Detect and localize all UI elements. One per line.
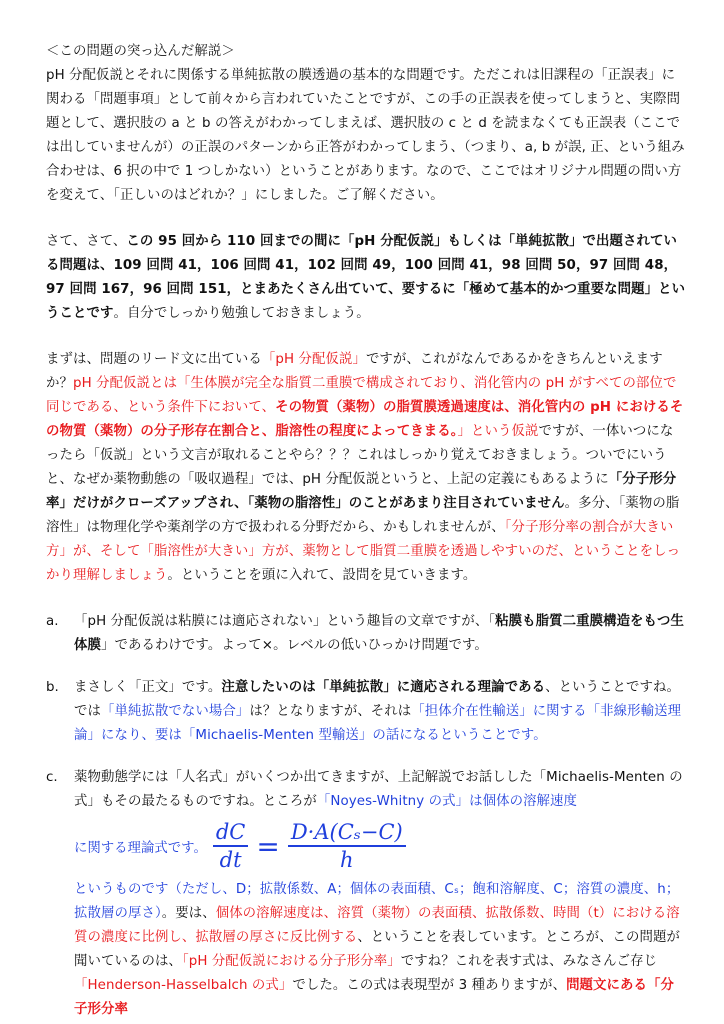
list-item-a: a. 「pH 分配仮説は粘膜には適応されない」という趣旨の文章ですが、「粘膜も脂質二重膜構造をもつ生体膜」であるわけです。よって×。レベルの低いひっかけ問題です。	[46, 610, 686, 658]
ph-partition-paragraph: まずは、問題のリード文に出ている「pH 分配仮説」ですが、これがなんであるかをきちんといえますか？pH 分配仮説とは「生体膜が完全な脂質二重膜で構成されており、消化管内の pH がすべての部位で同じである、という条件下において、その物質（薬物）の脂質膜透過速度は、消化管内の pH におけるその物質（薬物）の分子形存在割合と、脂溶性の程度によってきまる。」という仮説ですが、一体いつになったら「仮説」という文言が取れることやら？？？これはしっかり覚えておきましょう。ついでにいうと、なぜか薬物動態の「吸収過程」では、pH 分配仮説というと、上記の定義にもあるように「分子形分率」だけがクローズアップされ、「薬物の脂溶性」のことがあまり注目されていません。多分、「薬物の脂溶性」は物理化学や薬剤学の方で扱われる分野だから、かもしれませんが、「分子形分率の割合が大きい方」が、そして「脂溶性が大きい」方が、薬物として脂質二重膜を透過しやすいのだ、ということをしっかり理解しましょう。ということを頭に入れて、設問を見ていきます。	[46, 352, 684, 583]
list-item-c: c. 薬物動態学には「人名式」がいくつか出てきますが、上記解説でお話しした「Michaelis-Menten の式」もその最たるものですね。ところが「Noyes-Whitny の式」は個体の溶解速度 に関する理論式です。 $\frac{dC}{dt}$ = $\frac{\text{D·A(Cₛ−C)}}{h}$ というものです（ただし、D；拡散係数、A；個体の表面積、Cₛ；飽和溶解度、C；溶質の濃度、h；拡散層の厚さ）。要は、個体の溶解速度は、溶質（薬物）の表面積、拡散係数、時間（t）における溶質の濃度に比例し、拡散層の厚さに反比例する、ということを表しています。ところが、この問題が聞いているのは、「pH 分配仮説における分子形分率」ですね？これを表す式は、みなさんご存じ「Henderson-Hasselbalch の式」でした。この式は表現型が 3 種ありますが、問題文にある「分子形分率	[46, 766, 686, 1022]
item-label: c.	[46, 770, 58, 785]
definition-text: pH 分配仮説とは「生体膜が完全な脂質二重膜で構成されており、消化管内の pH がすべての部位で同じである、という条件下において、	[46, 376, 677, 415]
list-item-b: b. まさしく「正文」です。注意したいのは「単純拡散」に適応される理論である、ということですね。では「単純拡散でない場合」は？となりますが、それは「担体介在性輸送」に関する「非線形輸送理論」になり、要は「Michaelis-Menten 型輸送」の話になるということです。	[46, 676, 686, 748]
definition-bold-text: その物質（薬物）の脂質膜透過速度は、消化管内の pH におけるその物質（薬物）の分子形存在割合と、脂溶性の程度によってきまる。	[46, 400, 684, 439]
noyes-whitney-formula-line: に関する理論式です。 $\frac{dC}{dt}$ = $\frac{\text{D·A(Cₛ−C)}}{h}$	[74, 814, 686, 878]
bold-frequency-text: この 95 回から 110 回までの間に「pH 分配仮説」もしくは「単純拡散」で出題されている問題は、109 回問 41，106 回問 41，102 回問 49，100 回問 41，98 回問 50，97 回問 48，97 回問 167，96 回問 151，とまあたくさん出ていて、要するに「極めて基本的かつ重要な問題」ということです	[46, 234, 686, 321]
key-understanding-text: 「分子形分率の割合が大きい方」が、そして「脂溶性が大きい」方が、薬物として脂質二重膜を透過しやすいのだ、ということをしっかり理解しましょう	[46, 520, 681, 583]
bold-molecular-fraction-note: 「分子形分率」だけがクローズアップされ、「薬物の脂溶性」のことがあまり注目されていません	[46, 472, 677, 511]
intro-paragraph: pH 分配仮説とそれに関係する単純拡散の膜透過の基本的な問題です。ただこれは旧課程の「正誤表」に関わる「問題事項」として前々から言われていたことですが、この手の正誤表を使ってしまうと、実際問題として、選択肢の a と b の答えがわかってしまえば、選択肢の c と d を読まなくても正誤表（ここでは出していませんが）の正誤のパターンから正答がわかってしまう、（つまり、a, b が誤, 正、という組み合わせは、6 択の中で 1 つしかない）ということがあります。なので、ここではオリジナル問題の問い方を変えて、「正しいのはどれか？」にしました。ご了解ください。	[46, 68, 685, 203]
item-label: a.	[46, 614, 59, 629]
section-heading: ＜この問題の突っ込んだ解説＞	[46, 44, 235, 59]
highlight-ph-partition: 「pH 分配仮説」	[261, 352, 366, 367]
frequency-paragraph: さて、さて、この 95 回から 110 回までの間に「pH 分配仮説」もしくは「単純拡散」で出題されている問題は、109 回問 41，106 回問 41，102 回問 49，100 回問 41，98 回問 50，97 回問 48，97 回問 167，96 回問 151，とまあたくさん出ていて、要するに「極めて基本的かつ重要な問題」ということです。自分でしっかり勉強しておきましょう。	[46, 234, 686, 321]
item-label: b.	[46, 680, 59, 695]
noyes-whitney-equation: $\frac{dC}{dt}$ = $\frac{\text{D·A(Cₛ−C)}}{h}$	[213, 819, 406, 873]
explanation-page	[46, 40, 686, 1022]
